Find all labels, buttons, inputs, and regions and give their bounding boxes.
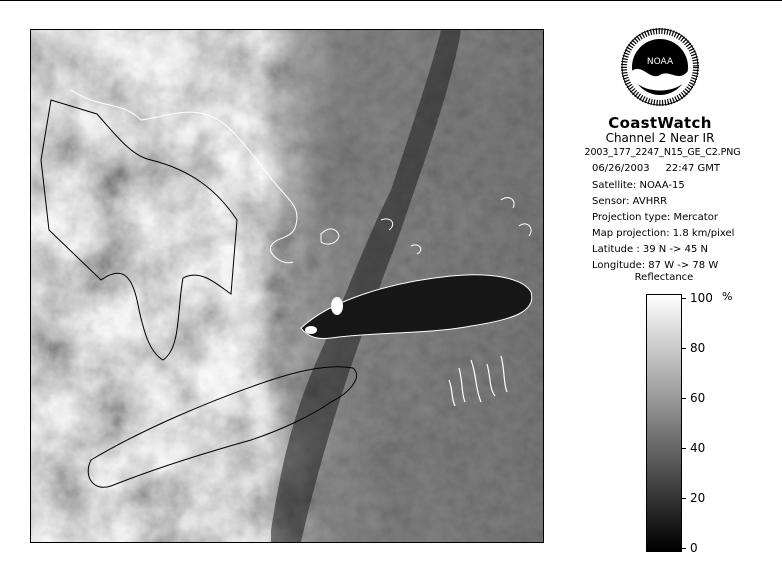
scale-tick	[681, 398, 686, 399]
scale-tick-label: 80	[690, 341, 706, 355]
scale-title: Reflectance	[634, 272, 694, 283]
scale-tick-label: 40	[690, 441, 706, 455]
satellite-image	[30, 29, 544, 543]
date-label: 06/26/2003	[592, 163, 650, 174]
page-title: CoastWatch	[608, 114, 712, 132]
scale-unit: %	[722, 290, 733, 303]
top-border	[0, 0, 782, 1]
reflectance-colorbar	[646, 294, 682, 552]
scale-tick	[681, 548, 686, 549]
satellite-label: Satellite: NOAA-15	[592, 180, 685, 191]
datetime-row	[592, 163, 720, 174]
latitude-label: Latitude : 39 N -> 45 N	[592, 244, 708, 255]
scale-tick-label: 0	[690, 541, 698, 555]
longitude-label: Longitude: 87 W -> 78 W	[592, 260, 719, 271]
svg-text:NOAA: NOAA	[646, 57, 674, 67]
bright-cloud-patch	[305, 326, 317, 334]
scale-tick-label: 20	[690, 491, 706, 505]
map-projection-label: Map projection: 1.8 km/pixel	[592, 228, 735, 239]
scale-tick	[681, 298, 686, 299]
scale-tick	[681, 448, 686, 449]
scale-tick-label: 100	[690, 291, 713, 305]
noaa-logo-icon	[620, 27, 700, 107]
filename-label: 2003_177_2247_N15_GE_C2.PNG	[584, 147, 741, 158]
projection-type-label: Projection type: Mercator	[592, 212, 718, 223]
time-label: 22:47 GMT	[665, 163, 721, 174]
bright-cloud-patch	[331, 297, 343, 315]
scale-tick	[681, 498, 686, 499]
scale-tick-label: 60	[690, 391, 706, 405]
scale-tick	[681, 348, 686, 349]
channel-label: Channel 2 Near IR	[605, 131, 715, 145]
sensor-label: Sensor: AVHRR	[592, 196, 668, 207]
